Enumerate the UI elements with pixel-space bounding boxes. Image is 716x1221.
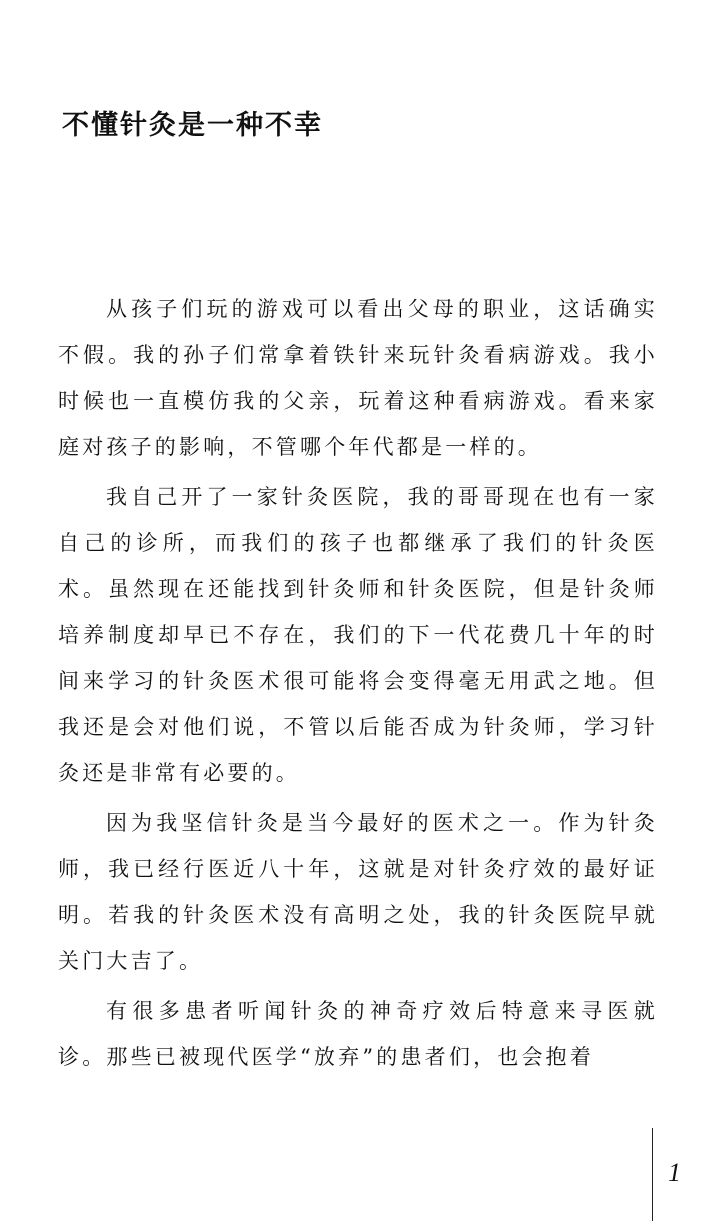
- page-margin-rule: [652, 1128, 653, 1221]
- paragraph-3: 因为我坚信针灸是当今最好的医术之一。作为针灸师，我已经行医近八十年，这就是对针灸疗效的最好证明。若我的针灸医术没有高明之处，我的针灸医院早就关门大吉了。: [58, 811, 658, 973]
- paragraph-4: 有很多患者听闻针灸的神奇疗效后特意来寻医就诊。那些已被现代医学“放弃”的患者们，也会抱着: [58, 999, 658, 1069]
- paragraph-2: 我自己开了一家针灸医院，我的哥哥现在也有一家自己的诊所，而我们的孩子也都继承了我们的针灸医术。虽然现在还能找到针灸师和针灸医院，但是针灸师培养制度却早已不存在，我们的下一代花费几十年的时间来学习的针灸医术很可能将会变得毫无用武之地。但我还是会对他们说，不管以后能否成为针灸师，学习针灸还是非常有必要的。: [58, 485, 658, 785]
- body-text: [58, 286, 658, 1080]
- page-number: 1: [668, 1158, 681, 1187]
- paragraph-1: 从孩子们玩的游戏可以看出父母的职业，这话确实不假。我的孙子们常拿着铁针来玩针灸看病游戏。我小时候也一直模仿我的父亲，玩着这种看病游戏。看来家庭对孩子的影响，不管哪个年代都是一样的。: [58, 297, 658, 459]
- chapter-title: 不懂针灸是一种不幸: [62, 110, 323, 141]
